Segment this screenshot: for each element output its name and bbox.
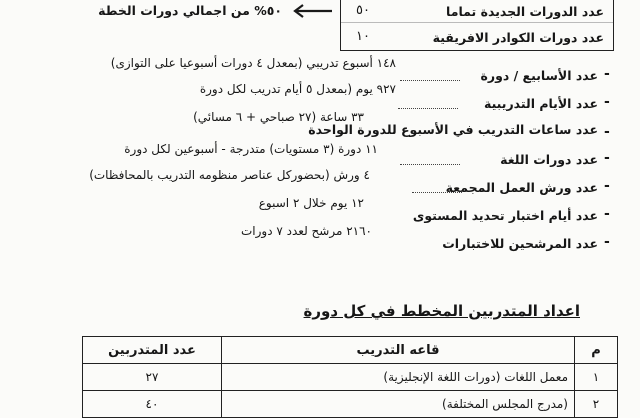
row-trainee-count: ٤٠	[83, 391, 222, 418]
bullet-marker: -	[604, 66, 610, 82]
left-arrow-icon	[292, 4, 334, 18]
stat-label-days: عدد الأيام التدريبية	[484, 96, 598, 111]
box-divider	[341, 22, 613, 23]
stat-value-hours: ٣٣ ساعة (٢٧ صباحي + ٦ مسائي)	[193, 110, 364, 124]
new-courses-value: ٥٠	[356, 3, 370, 18]
percentage-note: ٥٠% من اجمالي دورات الخطة	[98, 3, 282, 18]
stat-value-days: ٩٢٧ يوم (بمعدل ٥ أيام تدريب لكل دورة	[199, 82, 396, 96]
african-courses-label: عدد دورات الكوادر الافريقية	[432, 30, 604, 45]
stat-label-hours: عدد ساعات التدريب في الأسبوع للدورة الواحدة	[308, 122, 598, 137]
row-training-hall: معمل اللغات (دورات اللغة الإنجليزية)	[222, 364, 575, 391]
section-title: اعداد المتدربين المخطط في كل دورة	[303, 302, 580, 320]
stat-value-candidates: ٢١٦٠ مرشح لعدد ٧ دورات	[240, 224, 372, 238]
trainees-table	[82, 336, 618, 418]
table-row	[83, 364, 618, 391]
stat-label-language: عدد دورات اللغة	[500, 152, 598, 167]
bullet-marker: -	[604, 150, 610, 166]
row-training-hall: (مدرج المجلس المختلفة)	[222, 391, 575, 418]
bullet-marker: -	[604, 178, 610, 194]
bullet-marker: -	[604, 206, 610, 222]
stat-value-language: ١١ دورة (٣ مستويات) متدرجة - أسبوعين لكل دورة	[124, 142, 378, 156]
table-header-row	[83, 337, 618, 364]
bullet-marker: -	[604, 94, 610, 110]
stat-value-workshops: ٤ ورش (بحضوركل عناصر منظومه التدريب بالمحافظات)	[89, 168, 370, 182]
stat-label-workshops: عدد ورش العمل المجمعة	[445, 180, 598, 195]
table-row	[83, 391, 618, 418]
header-training-hall: قاعه التدريب	[222, 337, 575, 364]
new-courses-label: عدد الدورات الجديدة تماما	[446, 4, 604, 19]
leader-dots	[400, 164, 460, 165]
stat-value-weeks: ١٤٨ أسبوع تدريبي (بمعدل ٤ دورات أسبوعيا على التوازى)	[110, 56, 396, 70]
row-trainee-count: ٢٧	[83, 364, 222, 391]
african-courses-value: ١٠	[356, 29, 370, 44]
row-number: ٢	[575, 391, 618, 418]
bullet-marker: -	[604, 124, 610, 140]
leader-dots	[400, 80, 460, 81]
stat-label-placement-days: عدد أيام اختبار تحديد المستوى	[412, 208, 598, 223]
row-number: ١	[575, 364, 618, 391]
stat-label-candidates: عدد المرشحين للاختبارات	[442, 236, 598, 251]
leader-dots	[412, 192, 462, 193]
header-trainee-count: عدد المتدربين	[83, 337, 222, 364]
bullet-marker: -	[604, 234, 610, 250]
stat-label-weeks: عدد الأسابيع / دورة	[480, 68, 598, 83]
leader-dots	[398, 108, 458, 109]
stat-value-placement-days: ١٢ يوم خلال ٢ اسبوع	[258, 196, 364, 210]
header-number: م	[575, 337, 618, 364]
